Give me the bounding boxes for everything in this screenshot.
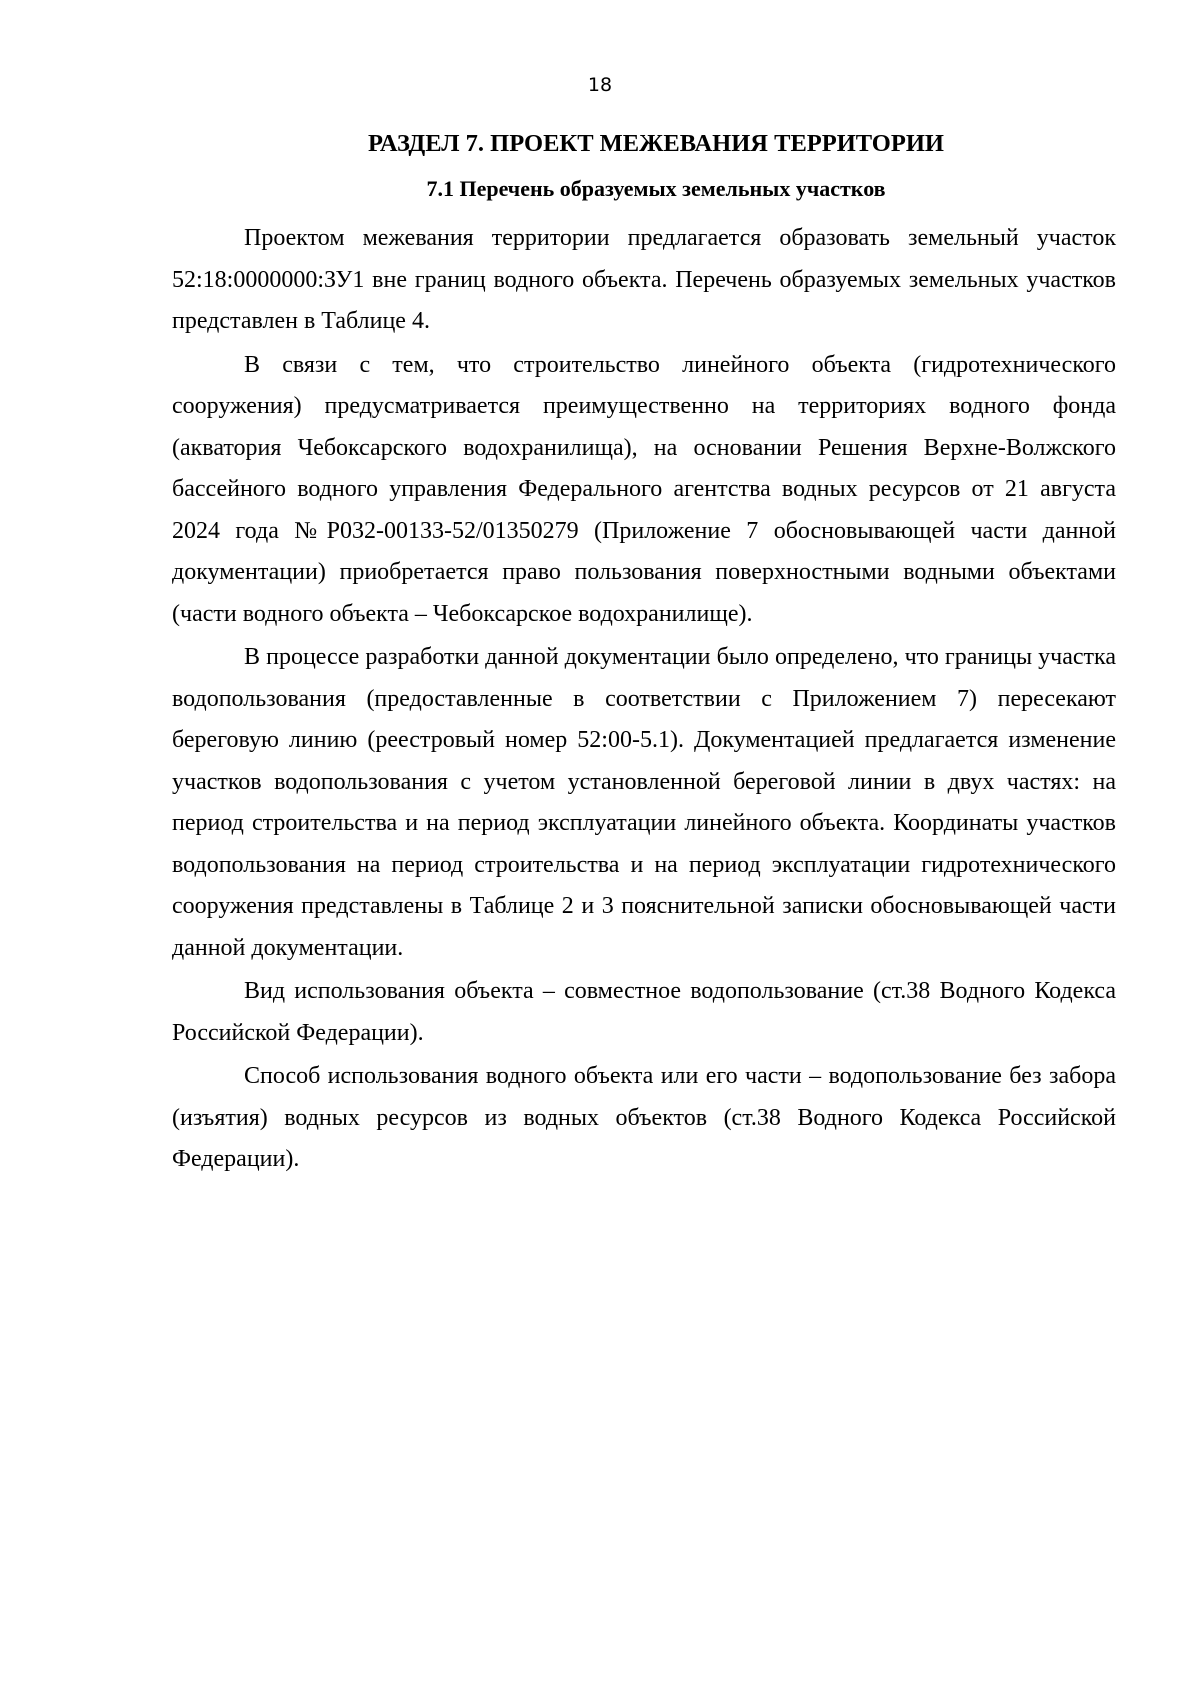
paragraph-land-plot: Проектом межевания территории предлагается образовать земельный участок 52:18:0000000:ЗУ1 вне границ водного объекта. Перечень образуемых земельных участков представлен в Таблице 4. (172, 225, 1116, 334)
section-title: РАЗДЕЛ 7. ПРОЕКТ МЕЖЕВАНИЯ ТЕРРИТОРИИ (368, 130, 944, 157)
paragraph-water-use-right: В связи с тем, что строительство линейного объекта (гидротехнического сооружения) предусматривается преимущественно на территориях водного фонда (акватория Чебоксарского водохранилища), на основании Решения Верхне-Волжского бассейного водного управления Федерального агентства водных ресурсов от 21 августа 2024 года №Р032-00133-52/01350279 (Приложение 7 обосновывающей части данной документации) приобретается право пользования поверхностными водными объектами (части водного объекта – Чебоксарское водохранилище). (172, 351, 1116, 627)
page-content (172, 128, 1116, 1183)
page-number: 18 (587, 74, 613, 96)
paragraph-use-type: Вид использования объекта – совместное водопользование (ст.38 Водного Кодекса Российской Федерации). (172, 978, 1116, 1046)
paragraph-use-method: Способ использования водного объекта или его части – водопользование без забора (изъятия) водных ресурсов из водных объектов (ст.38 Водного Кодекса Российской Федерации). (172, 1063, 1116, 1172)
body-text (172, 218, 1116, 1181)
subsection-title: 7.1 Перечень образуемых земельных участков (426, 176, 886, 201)
paragraph-shoreline: В процессе разработки данной документации было определено, что границы участка водопользования (предоставленные в соответствии с Приложением 7) пересекают береговую линию (реестровый номер 52:00-5.1). Документацией предлагается изменение участков водопользования с учетом установленной береговой линии в двух частях: на период строительства и на период эксплуатации линейного объекта. Координаты участков водопользования на период строительства и на период эксплуатации гидротехнического сооружения представлены в Таблице 2 и 3 пояснительной записки обосновывающей части данной документации. (172, 644, 1116, 961)
